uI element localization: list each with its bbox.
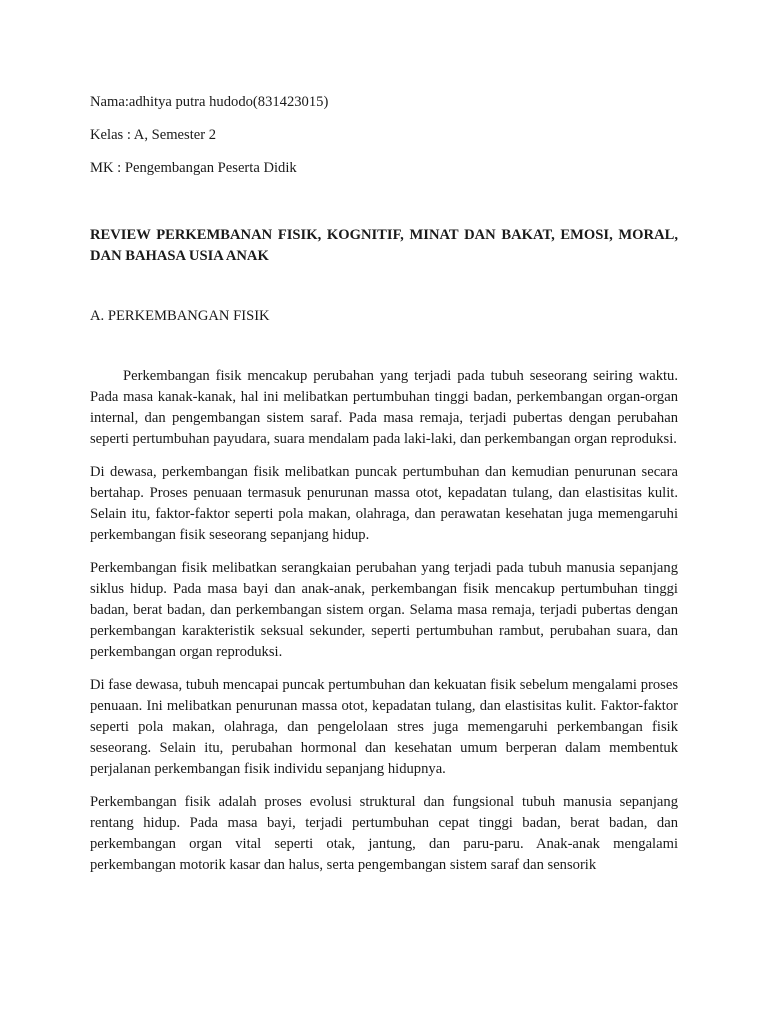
course-name: MK : Pengembangan Peserta Didik xyxy=(90,160,297,176)
body-paragraph-4: Di fase dewasa, tubuh mencapai puncak pertumbuhan dan kekuatan fisik sebelum mengalami proses penuaan. Ini melibatkan penurunan massa otot, kepadatan tulang, dan elastisitas kulit. Faktor-faktor seperti pola makan, olahraga, dan pengelolaan stres juga memengaruhi perkembangan fisik seseorang. Selain itu, perubahan hormonal dan kesehatan umum berperan dalam membentuk perjalanan perkembangan fisik individu sepanjang hidupnya. xyxy=(90,677,678,777)
student-name: Nama:adhitya putra hudodo(831423015) xyxy=(90,94,329,110)
section-heading: A. PERKEMBANGAN FISIK xyxy=(90,308,270,324)
body-paragraph-3: Perkembangan fisik melibatkan serangkaian perubahan yang terjadi pada tubuh manusia sepanjang siklus hidup. Pada masa bayi dan anak-anak, perkembangan fisik mencakup pertumbuhan tinggi badan, berat badan, dan perkembangan sistem organ. Selama masa remaja, terjadi pubertas dengan perkembangan karakteristik seksual sekunder, seperti pertumbuhan rambut, perubahan suara, dan perkembangan organ reproduksi. xyxy=(90,560,678,660)
document-title: REVIEW PERKEMBANAN FISIK, KOGNITIF, MINAT DAN BAKAT, EMOSI, MORAL, DAN BAHASA USIA ANAK xyxy=(90,227,678,264)
student-class: Kelas : A, Semester 2 xyxy=(90,127,217,143)
body-paragraph-1: Perkembangan fisik mencakup perubahan yang terjadi pada tubuh seseorang seiring waktu. Pada masa kanak-kanak, hal ini melibatkan pertumbuhan tinggi badan, perkembangan organ-organ internal, dan pengembangan sistem saraf. Pada masa remaja, terjadi pubertas dengan perubahan seperti pertumbuhan payudara, suara mendalam pada laki-laki, dan perkembangan organ reproduksi. xyxy=(90,368,678,447)
body-paragraph-5: Perkembangan fisik adalah proses evolusi struktural dan fungsional tubuh manusia sepanjang rentang hidup. Pada masa bayi, terjadi pertumbuhan cepat tinggi badan, berat badan, dan perkembangan organ vital seperti otak, jantung, dan paru-paru. Anak-anak mengalami perkembangan motorik kasar dan halus, serta pengembangan sistem saraf dan sensorik xyxy=(90,794,678,873)
body-paragraph-2: Di dewasa, perkembangan fisik melibatkan puncak pertumbuhan dan kemudian penurunan secara bertahap. Proses penuaan termasuk penurunan massa otot, kepadatan tulang, dan elastisitas kulit. Selain itu, faktor-faktor seperti pola makan, olahraga, dan perawatan kesehatan juga memengaruhi perkembangan fisik seseorang sepanjang hidup. xyxy=(90,464,678,543)
document-page xyxy=(90,92,678,888)
